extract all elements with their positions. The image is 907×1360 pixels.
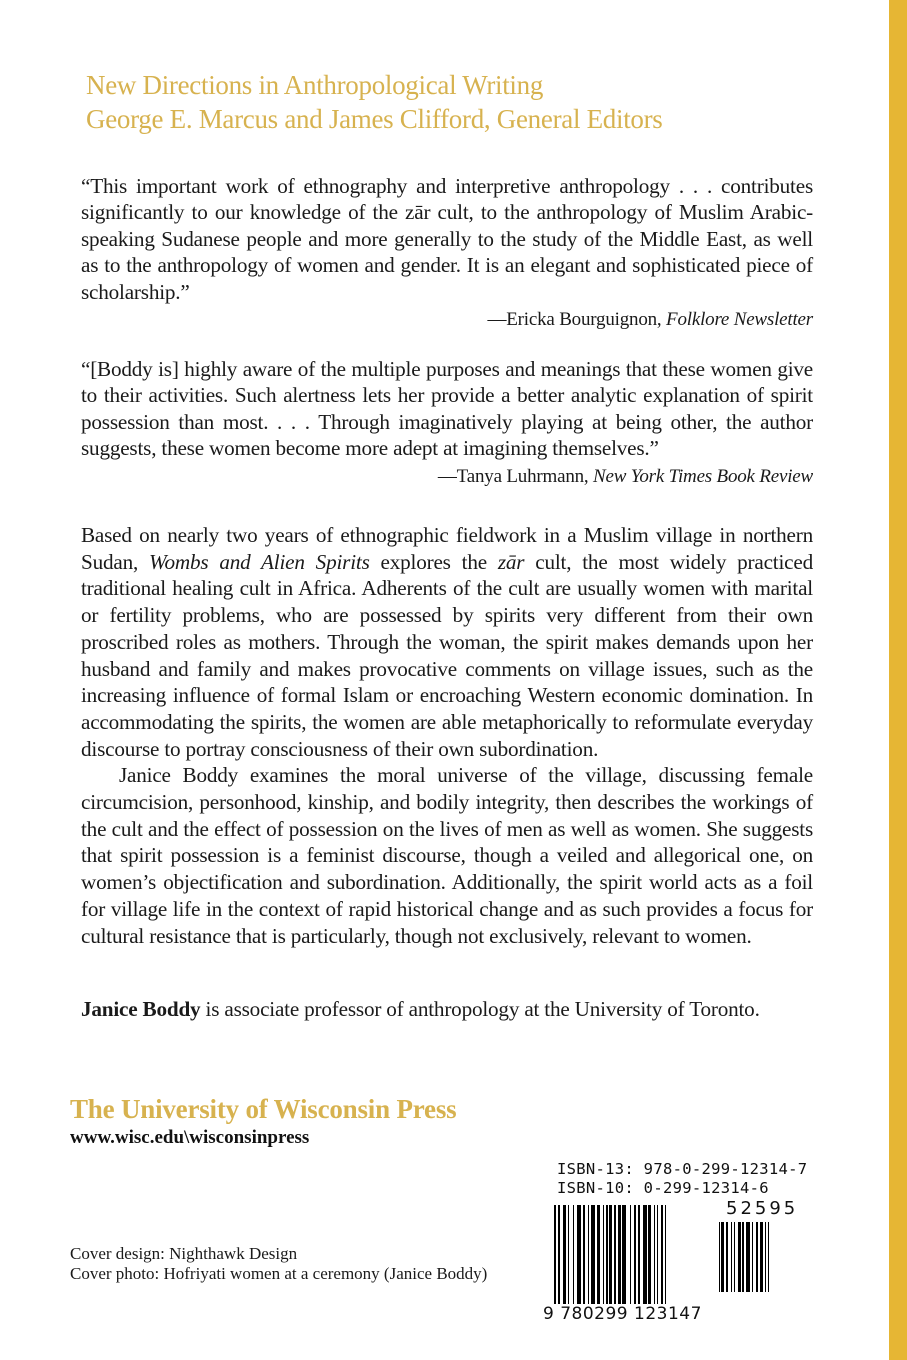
publisher-url[interactable]: www.wisc.edu\wisconsinpress — [70, 1127, 310, 1148]
author-bio — [81, 996, 821, 1022]
price-addon-barcode — [719, 1222, 791, 1292]
cover-credits — [70, 1244, 487, 1284]
ean-barcode — [554, 1205, 706, 1305]
price-code: 52595 — [726, 1198, 799, 1219]
quote-attribution — [81, 464, 813, 490]
bio-text: is associate professor of anthropology at the University of Toronto. — [200, 997, 760, 1021]
quote-text: “This important work of ethnography and interpretive anthropology . . . contributes significantly to our knowledge of the zār cult, to the anthropology of Muslim Arabic-speaking Sudanese people and more generally to the study of the Middle East, as well as to the anthropology of women and gender. It is an elegant and sophisticated piece of scholarship.” — [81, 174, 813, 304]
cover-photo-credit: Cover photo: Hofriyati women at a ceremony (Janice Boddy) — [70, 1264, 488, 1283]
quote-author: —Tanya Luhrmann, — [437, 465, 594, 487]
series-title: New Directions in Anthropological Writing — [86, 70, 544, 100]
isbn-block — [557, 1160, 807, 1198]
cover-design-credit: Cover design: Nighthawk Design — [70, 1244, 298, 1263]
zar-term: zār — [497, 549, 525, 574]
spine-color-strip — [889, 0, 907, 1360]
book-title: Wombs and Alien Spirits — [148, 549, 370, 574]
quote-author: —Ericka Bourguignon, — [487, 309, 667, 331]
description-paragraph-1: Based on nearly two years of ethnographic fieldwork in a Muslim village in northern Sudan, Wombs and Alien Spirits explores the zār cult, the most widely practiced traditional healing cult in Africa. Adherents of the cult are usually women with marital or fertility problems, who are possessed by spirits very different from their own proscribed roles as mothers. Through the woman, the spirit makes demands upon her husband and family and makes provocative comments on village issues, such as the increasing influence of formal Islam or encroaching Western economic domination. In accommodating the spirits, the women are able metaphorically to reformulate everyday discourse to portray consciousness of their own subordination. — [81, 523, 813, 761]
series-heading — [86, 68, 663, 136]
quote-text: “[Boddy is] highly aware of the multiple purposes and meanings that these women give to their activities. Such alertness lets her provide a better analytic explanation of spirit possession than most. . . . Through imaginatively playing at being other, the author suggests, these women become more adept at imagining themselves.” — [81, 357, 813, 461]
quote-source: New York Times Book Review — [593, 465, 813, 487]
review-quote-1 — [81, 173, 813, 333]
book-description — [81, 522, 813, 949]
isbn-10: ISBN-10: 0-299-12314-6 — [557, 1179, 769, 1197]
series-editors: George E. Marcus and James Clifford, General Editors — [86, 104, 663, 134]
author-name: Janice Boddy — [81, 997, 201, 1021]
isbn-13: ISBN-13: 978-0-299-12314-7 — [557, 1160, 808, 1178]
quote-source: Folklore Newsletter — [666, 309, 813, 331]
quote-attribution — [81, 307, 813, 333]
review-quote-2 — [81, 356, 813, 490]
description-paragraph-2: Janice Boddy examines the moral universe of the village, discussing female circumcision, personhood, kinship, and bodily integrity, then describes the workings of the cult and the effect of possession on the lives of men as well as women. She suggests that spirit possession is a feminist discourse, though a veiled and allegorical one, on women’s objectification and subordination. Additionally, the spirit world acts as a foil for village life in the context of rapid historical change and as such provides a focus for cultural resistance that is particularly, though not exclusively, relevant to women. — [81, 763, 813, 948]
publisher-name: The University of Wisconsin Press — [70, 1094, 457, 1124]
ean-digits: 9 780299 123147 — [543, 1304, 702, 1324]
